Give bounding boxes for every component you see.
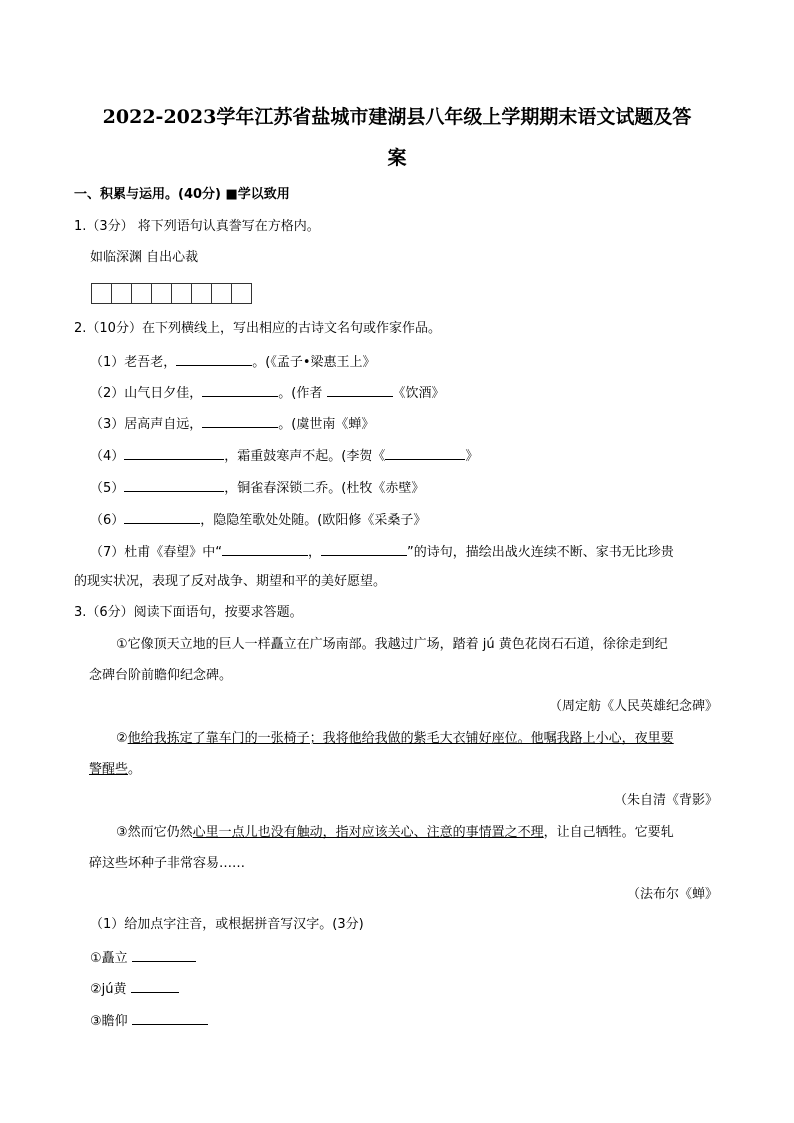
passage-1-source: （周定舫《人民英雄纪念碑》	[548, 699, 718, 714]
answer-1: ①矗立	[90, 949, 196, 967]
answer-blank[interactable]	[321, 543, 407, 556]
section-heading: 一、积累与运用。(40分) ■学以致用	[74, 187, 290, 202]
passage-1-cont: 念碑台阶前瞻仰纪念碑。	[89, 668, 233, 683]
q2-item-7: （7）杜甫《春望》中“ ， ”的诗句，描绘出战火连续不断、家书无比珍贵	[90, 545, 674, 560]
passage-3: ③然而它仍然心里一点儿也没有触动，指对应该关心、注意的事情置之不理，让自己牺牲。它要轧	[116, 825, 674, 840]
answer-2: ②jú黄	[90, 980, 179, 998]
passage-1: ①它像顶天立地的巨人一样矗立在广场南部。我越过广场，踏着 jú 黄色花岗石石道，徐徐走到纪	[116, 637, 668, 652]
passage-2-source: （朱自清《背影》	[613, 793, 718, 808]
answer-blank[interactable]	[132, 1012, 208, 1025]
q2-item-3: （3）居高声自远， 。(虞世南《蝉》	[90, 417, 375, 432]
q2-item-7-cont: 的现实状况，表现了反对战争、期望和平的美好愿望。	[74, 574, 387, 589]
answer-blank[interactable]	[202, 415, 278, 428]
answer-blank[interactable]	[124, 447, 224, 460]
q3-stem: 3.（6分）阅读下面语句，按要求答题。	[74, 605, 303, 620]
passage-2-cont: 警醒些。	[89, 762, 142, 777]
answer-blank[interactable]	[222, 543, 308, 556]
q1-stem: 1.（3分） 将下列语句认真誊写在方格内。	[74, 219, 320, 234]
q1-phrase: 如临深渊 自出心裁	[90, 250, 199, 265]
answer-blank[interactable]	[124, 511, 200, 524]
q2-item-1: （1）老吾老， 。(《孟子•梁惠王上》	[90, 355, 376, 370]
answer-blank[interactable]	[385, 447, 465, 460]
passage-3-source: （法布尔《蝉》	[626, 887, 718, 902]
answer-blank[interactable]	[132, 949, 196, 962]
q2-item-2: （2）山气日夕佳， 。(作者 《饮酒》	[90, 386, 445, 401]
answer-blank[interactable]	[176, 353, 252, 366]
answer-blank[interactable]	[327, 384, 393, 397]
page-title-cont: 案	[387, 147, 407, 169]
q2-item-4: （4） ，霜重鼓寒声不起。(李贺《 》	[90, 449, 479, 464]
q2-stem: 2.（10分）在下列横线上，写出相应的古诗文名句或作家作品。	[74, 321, 441, 336]
answer-blank[interactable]	[202, 384, 278, 397]
answer-blank[interactable]	[131, 980, 179, 993]
answer-blank[interactable]	[124, 479, 224, 492]
answer-3: ③瞻仰	[90, 1012, 208, 1030]
page-title: 2022-2023学年江苏省盐城市建湖县八年级上学期期末语文试题及答	[102, 106, 692, 128]
writing-grid[interactable]	[91, 283, 252, 304]
passage-2: ②他给我拣定了靠车门的一张椅子；我将他给我做的紫毛大衣铺好座位。他嘱我路上小心，夜里要	[116, 731, 674, 746]
q3-sub1: （1）给加点字注音，或根据拼音写汉字。(3分)	[90, 917, 364, 932]
q2-item-5: （5） ，铜雀春深锁二乔。(杜牧《赤壁》	[90, 481, 425, 496]
passage-3-cont: 碎这些坏种子非常容易……	[89, 856, 246, 871]
q2-item-6: （6） ，隐隐笙歌处处随。(欧阳修《采桑子》	[90, 513, 427, 528]
